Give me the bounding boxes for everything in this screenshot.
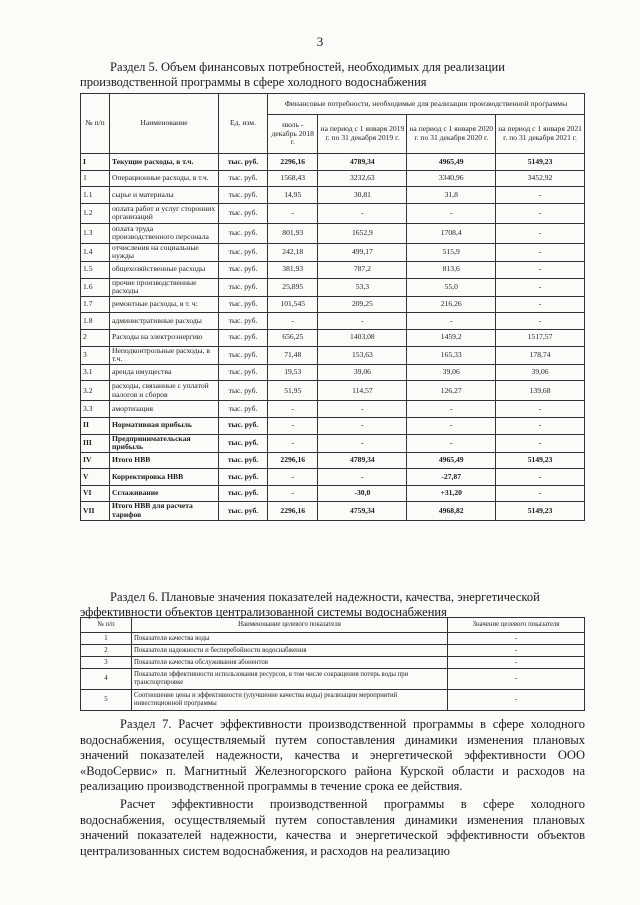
cell-value: 2296,16: [268, 502, 318, 520]
cell-name: отчисления на социальные нужды: [110, 243, 219, 261]
header-group: Финансовые потребности, необходимые для реализации производственной программы: [268, 94, 585, 115]
cell-value: 153,63: [318, 346, 407, 364]
cell-value: -: [496, 434, 585, 452]
cell-value: 39,06: [496, 364, 585, 381]
table-row: [81, 346, 585, 364]
table-row: [81, 645, 585, 657]
table-header-row: [81, 94, 585, 115]
cell-value: 813,6: [407, 261, 496, 278]
table-row: [81, 364, 585, 381]
cell-value: 139,68: [496, 381, 585, 401]
cell-value: -: [407, 313, 496, 330]
cell-unit: тыс. руб.: [219, 434, 268, 452]
table-row: [81, 502, 585, 520]
cell-value: -30,0: [318, 485, 407, 502]
cell-name: Текущие расходы, в т.ч.: [110, 154, 219, 171]
cell-no: IV: [81, 452, 110, 469]
cell-value: -: [268, 313, 318, 330]
cell-value: -: [407, 203, 496, 223]
cell-no: I: [81, 154, 110, 171]
cell-unit: тыс. руб.: [219, 452, 268, 469]
header-name: Наименование целевого показателя: [132, 618, 448, 633]
cell-no: 1.1: [81, 187, 110, 204]
cell-value: -: [268, 469, 318, 486]
section6-title: [80, 590, 585, 620]
cell-value: 39,06: [318, 364, 407, 381]
cell-value: 4789,34: [318, 154, 407, 171]
header-period-2018: июль - декабрь 2018 г.: [268, 115, 318, 154]
table-row: [81, 417, 585, 434]
header-value: Значение целевого показателя: [448, 618, 585, 633]
cell-value: -: [318, 203, 407, 223]
cell-value: 51,95: [268, 381, 318, 401]
cell-unit: тыс. руб.: [219, 469, 268, 486]
cell-value: 5149,23: [496, 502, 585, 520]
cell-value: -: [496, 187, 585, 204]
cell-value: 2296,16: [268, 452, 318, 469]
cell-no: 1.6: [81, 278, 110, 296]
cell-name: оплата работ и услуг сторонних организаций: [110, 203, 219, 223]
cell-name: Итого НВВ для расчета тарифов: [110, 502, 219, 520]
table-row: [81, 170, 585, 187]
cell-value: 101,545: [268, 296, 318, 313]
cell-value: -: [496, 313, 585, 330]
cell-value: 2296,16: [268, 154, 318, 171]
cell-value: -: [318, 469, 407, 486]
cell-value: 30,81: [318, 187, 407, 204]
cell-value: 4968,82: [407, 502, 496, 520]
cell-no: 3.1: [81, 364, 110, 381]
cell-unit: тыс. руб.: [219, 381, 268, 401]
cell-value: 515,9: [407, 243, 496, 261]
cell-no: II: [81, 417, 110, 434]
cell-unit: тыс. руб.: [219, 278, 268, 296]
cell-name: общехозяйственные расходы: [110, 261, 219, 278]
section7-paragraph-2-text: Расчет эффективности производственной программы в сфере холодного водоснабжения, осуществляемый путем сопоставления динамики изменения плановых значений показателей надежности, качества и энергетической эффективности объектов централизованных систем водоснабжения, и расходов на реализацию: [80, 797, 585, 858]
cell-name: Соотношение цены и эффективности (улучшение качества воды) реализации мероприятий инвестиционной программы: [132, 690, 448, 711]
cell-value: 165,33: [407, 346, 496, 364]
cell-unit: тыс. руб.: [219, 296, 268, 313]
table-row: [81, 329, 585, 346]
header-period-2020: на период с 1 января 2020 г. по 31 декабря 2020 г.: [407, 115, 496, 154]
cell-unit: тыс. руб.: [219, 329, 268, 346]
cell-value: 39,06: [407, 364, 496, 381]
cell-value: -: [268, 434, 318, 452]
cell-value: -: [496, 203, 585, 223]
cell-name: Расходы на электроэнергию: [110, 329, 219, 346]
cell-name: расходы, связанные с уплатой налогов и сборов: [110, 381, 219, 401]
cell-value: 4965,49: [407, 452, 496, 469]
cell-no: 2: [81, 329, 110, 346]
cell-value: -: [318, 401, 407, 418]
cell-value: 1403,08: [318, 329, 407, 346]
cell-value: 3232,63: [318, 170, 407, 187]
cell-value: 801,93: [268, 223, 318, 243]
header-no: № п/п: [81, 618, 132, 633]
cell-value: 5149,23: [496, 154, 585, 171]
cell-no: 3: [81, 346, 110, 364]
header-period-2021: на период с 1 января 2021 г. по 31 декабря 2021 г.: [496, 115, 585, 154]
cell-value: -: [496, 485, 585, 502]
cell-no: 1.5: [81, 261, 110, 278]
cell-value: -: [496, 401, 585, 418]
cell-name: оплата труда производственного персонала: [110, 223, 219, 243]
cell-value: 53,3: [318, 278, 407, 296]
cell-no: 5: [81, 690, 132, 711]
table-row: [81, 261, 585, 278]
cell-value: -: [448, 690, 585, 711]
cell-value: 4965,49: [407, 154, 496, 171]
cell-name: Итого НВВ: [110, 452, 219, 469]
cell-value: 1708,4: [407, 223, 496, 243]
table-row: [81, 203, 585, 223]
cell-value: -: [448, 633, 585, 645]
section7-paragraph-2: [80, 797, 585, 859]
target-indicators-table: [80, 617, 585, 711]
cell-unit: тыс. руб.: [219, 154, 268, 171]
cell-value: -27,87: [407, 469, 496, 486]
cell-name: Показатели эффективности использования ресурсов, в том числе сокращения потерь воды при транспортировке: [132, 669, 448, 690]
section5-title-text: Раздел 5. Объем финансовых потребностей, необходимых для реализации производственной программы в сфере холодного водоснабжения: [80, 60, 505, 89]
cell-no: 3.2: [81, 381, 110, 401]
table-row: [81, 434, 585, 452]
cell-value: 3452,92: [496, 170, 585, 187]
cell-value: -: [496, 417, 585, 434]
cell-value: -: [496, 296, 585, 313]
cell-name: Операционные расходы, в т.ч.: [110, 170, 219, 187]
cell-name: прочие производственные расходы: [110, 278, 219, 296]
cell-unit: тыс. руб.: [219, 313, 268, 330]
table-row: [81, 401, 585, 418]
cell-unit: тыс. руб.: [219, 170, 268, 187]
table-row: [81, 243, 585, 261]
cell-value: 178,74: [496, 346, 585, 364]
cell-value: 19,53: [268, 364, 318, 381]
cell-no: 3: [81, 657, 132, 669]
cell-value: 71,48: [268, 346, 318, 364]
cell-value: 5149,23: [496, 452, 585, 469]
header-no: № п/п: [81, 94, 110, 154]
cell-value: -: [318, 434, 407, 452]
cell-value: 25,895: [268, 278, 318, 296]
cell-name: Показатели качества обслуживания абонентов: [132, 657, 448, 669]
cell-unit: тыс. руб.: [219, 485, 268, 502]
cell-value: -: [448, 669, 585, 690]
cell-no: 1.2: [81, 203, 110, 223]
cell-name: Показатели качества воды: [132, 633, 448, 645]
table-row: [81, 690, 585, 711]
cell-value: 787,2: [318, 261, 407, 278]
cell-no: V: [81, 469, 110, 486]
cell-no: 1.8: [81, 313, 110, 330]
cell-no: 2: [81, 645, 132, 657]
table-row: [81, 469, 585, 486]
table-row: [81, 381, 585, 401]
cell-value: 3340,96: [407, 170, 496, 187]
cell-unit: тыс. руб.: [219, 364, 268, 381]
cell-no: 4: [81, 669, 132, 690]
cell-value: -: [496, 261, 585, 278]
cell-value: 4759,34: [318, 502, 407, 520]
header-name: Наименование: [110, 94, 219, 154]
header-unit: Ед. изм.: [219, 94, 268, 154]
table-row: [81, 296, 585, 313]
table-row: [81, 669, 585, 690]
cell-no: 1.3: [81, 223, 110, 243]
cell-value: -: [496, 469, 585, 486]
cell-value: -: [407, 401, 496, 418]
table-row: [81, 485, 585, 502]
cell-unit: тыс. руб.: [219, 223, 268, 243]
cell-value: -: [268, 401, 318, 418]
cell-name: Сглаживание: [110, 485, 219, 502]
cell-value: 656,25: [268, 329, 318, 346]
cell-unit: тыс. руб.: [219, 187, 268, 204]
cell-value: -: [268, 203, 318, 223]
cell-value: 126,27: [407, 381, 496, 401]
cell-value: 499,17: [318, 243, 407, 261]
cell-no: III: [81, 434, 110, 452]
cell-no: 1: [81, 170, 110, 187]
table-row: [81, 278, 585, 296]
cell-no: 1.4: [81, 243, 110, 261]
cell-value: 55,0: [407, 278, 496, 296]
cell-name: Показатели надежности и бесперебойности водоснабжения: [132, 645, 448, 657]
cell-value: -: [448, 645, 585, 657]
cell-value: -: [407, 434, 496, 452]
section5-title: [80, 60, 585, 90]
cell-value: 1652,9: [318, 223, 407, 243]
cell-no: 3.3: [81, 401, 110, 418]
section7-paragraph-1: [80, 717, 585, 795]
cell-name: Неподконтрольные расходы, в т.ч.: [110, 346, 219, 364]
cell-unit: тыс. руб.: [219, 346, 268, 364]
cell-value: -: [496, 243, 585, 261]
cell-unit: тыс. руб.: [219, 203, 268, 223]
cell-no: VII: [81, 502, 110, 520]
table-row: [81, 313, 585, 330]
cell-no: VI: [81, 485, 110, 502]
table-row: [81, 633, 585, 645]
cell-value: 1459,2: [407, 329, 496, 346]
cell-name: Нормативная прибыль: [110, 417, 219, 434]
cell-value: 114,57: [318, 381, 407, 401]
table-row: [81, 154, 585, 171]
cell-value: -: [496, 223, 585, 243]
cell-value: 31,8: [407, 187, 496, 204]
financial-needs-table: [80, 93, 585, 521]
cell-unit: тыс. руб.: [219, 417, 268, 434]
cell-unit: тыс. руб.: [219, 243, 268, 261]
table-row: [81, 657, 585, 669]
table-row: [81, 452, 585, 469]
section7-paragraph-1-text: Раздел 7. Расчет эффективности производственной программы в сфере холодного водоснабжения, осуществляемый путем сопоставления динамики изменения плановых значений показателей надежности, качества и энергетической эффективности ООО «ВодоСервис» п. Магнитный Железногорского района Курской области и расходов на реализацию производственной программы в течение срока ее действия.: [80, 717, 585, 793]
cell-name: аренда имущества: [110, 364, 219, 381]
cell-value: -: [268, 417, 318, 434]
cell-value: -: [318, 313, 407, 330]
cell-value: 1568,43: [268, 170, 318, 187]
header-period-2019: на период с 1 января 2019 г. по 31 декабря 2019 г.: [318, 115, 407, 154]
page-number: 3: [316, 34, 324, 49]
cell-value: +31,20: [407, 485, 496, 502]
cell-no: 1.7: [81, 296, 110, 313]
cell-value: 216,26: [407, 296, 496, 313]
cell-value: -: [448, 657, 585, 669]
cell-value: 4789,34: [318, 452, 407, 469]
cell-value: -: [268, 485, 318, 502]
cell-value: -: [496, 278, 585, 296]
cell-name: административные расходы: [110, 313, 219, 330]
cell-name: Корректировка НВВ: [110, 469, 219, 486]
cell-value: -: [318, 417, 407, 434]
table-row: [81, 223, 585, 243]
cell-value: 1517,57: [496, 329, 585, 346]
cell-value: -: [407, 417, 496, 434]
cell-value: 14,95: [268, 187, 318, 204]
cell-unit: тыс. руб.: [219, 261, 268, 278]
cell-unit: тыс. руб.: [219, 401, 268, 418]
section6-title-text: Раздел 6. Плановые значения показателей надежности, качества, энергетической эффективности объектов централизованной системы водоснабжения: [80, 590, 540, 619]
cell-name: сырье и материалы: [110, 187, 219, 204]
table-header-row: [81, 618, 585, 633]
cell-value: 209,25: [318, 296, 407, 313]
cell-value: 242,18: [268, 243, 318, 261]
table-row: [81, 187, 585, 204]
cell-name: амортизация: [110, 401, 219, 418]
cell-no: 1: [81, 633, 132, 645]
cell-name: ремонтные расходы, в т. ч:: [110, 296, 219, 313]
cell-name: Предпринимательская прибыль: [110, 434, 219, 452]
cell-value: 381,93: [268, 261, 318, 278]
cell-unit: тыс. руб.: [219, 502, 268, 520]
